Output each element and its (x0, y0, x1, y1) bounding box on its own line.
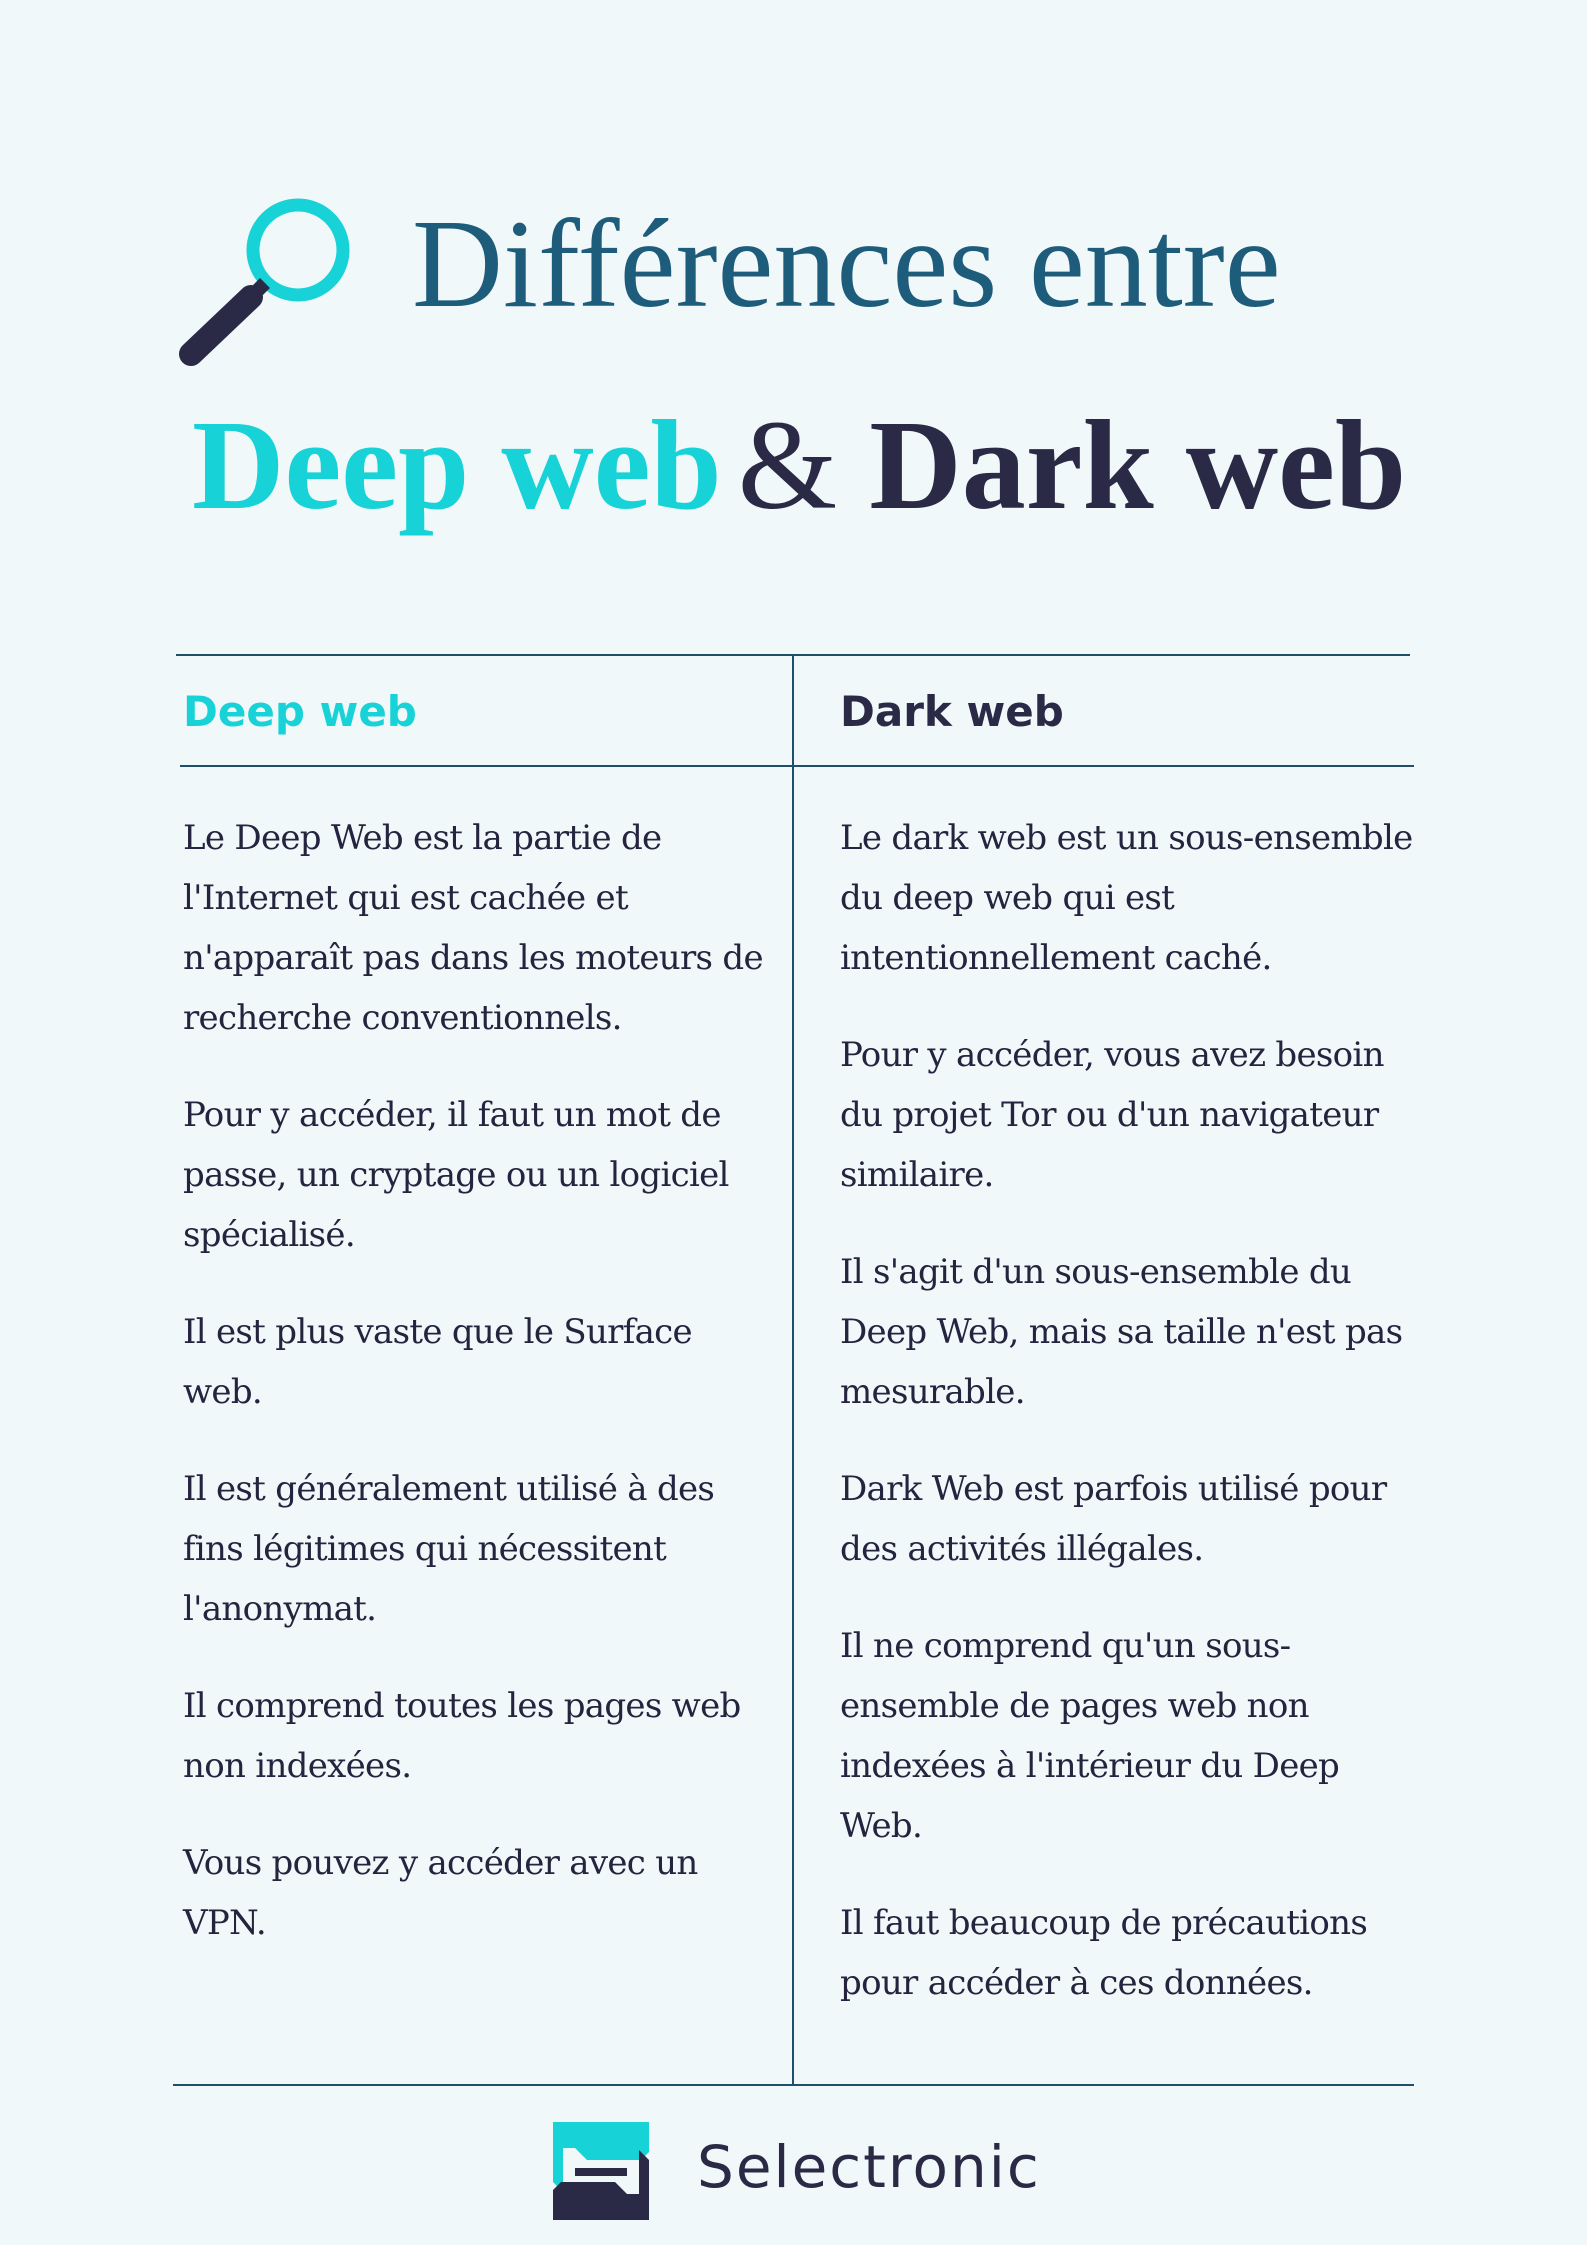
table-bottom-rule (173, 2084, 1414, 2086)
title-line-2 (192, 390, 1406, 540)
title-line-1: Différences entre (412, 195, 1281, 334)
dark-web-column (840, 808, 1420, 2050)
brand-name: Selectronic (697, 2133, 1041, 2201)
column-heading-deep-web: Deep web (183, 687, 417, 736)
title-deep-web: Deep web (192, 394, 722, 536)
title-ampersand: & (737, 394, 838, 536)
deep-web-item: Il comprend toutes les pages web non indexées. (183, 1686, 741, 1786)
dark-web-item: Le dark web est un sous-ensemble du deep web qui est intentionnellement caché. (840, 818, 1413, 978)
column-divider (792, 654, 794, 2084)
column-heading-dark-web: Dark web (840, 687, 1064, 736)
deep-web-item: Vous pouvez y accéder avec un VPN. (183, 1843, 698, 1943)
dark-web-item: Il ne comprend qu'un sous-ensemble de pages web non indexées à l'intérieur du Deep Web. (840, 1626, 1340, 1846)
dark-web-item: Il s'agit d'un sous-ensemble du Deep Web, mais sa taille n'est pas mesurable. (840, 1252, 1403, 1412)
dark-web-item: Pour y accéder, vous avez besoin du projet Tor ou d'un navigateur similaire. (840, 1035, 1384, 1195)
dark-web-item: Dark Web est parfois utilisé pour des activités illégales. (840, 1469, 1387, 1569)
table-header-rule (180, 765, 1414, 767)
deep-web-item: Le Deep Web est la partie de l'Internet qui est cachée et n'apparaît pas dans les moteurs de recherche conventionnels. (183, 818, 763, 1038)
dark-web-item: Il faut beaucoup de précautions pour accéder à ces données. (840, 1903, 1368, 2003)
deep-web-item: Pour y accéder, il faut un mot de passe, un cryptage ou un logiciel spécialisé. (183, 1095, 729, 1255)
search-icon (178, 190, 358, 370)
deep-web-column (183, 808, 773, 1990)
deep-web-item: Il est plus vaste que le Surface web. (183, 1312, 692, 1412)
title-dark-web: Dark web (869, 394, 1407, 536)
deep-web-item: Il est généralement utilisé à des fins légitimes qui nécessitent l'anonymat. (183, 1469, 715, 1629)
selectronic-logo-icon (549, 2118, 653, 2224)
